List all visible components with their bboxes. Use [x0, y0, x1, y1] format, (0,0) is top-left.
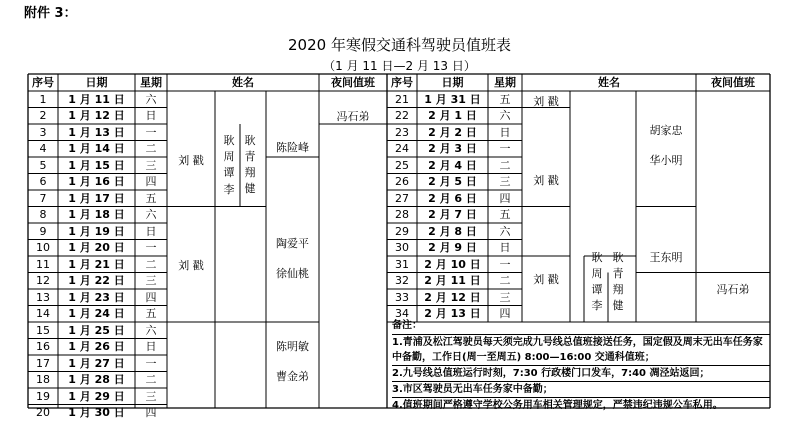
- left-weekday-cell: 四: [145, 290, 157, 304]
- attachment-label: 附件 3：: [24, 6, 77, 21]
- notes-title: 备注：: [392, 320, 422, 331]
- right-seq-cell: 33: [395, 290, 409, 304]
- left-date-cell: 1 月 26 日: [68, 340, 125, 353]
- left-weekday-cell: 一: [145, 125, 157, 139]
- left-seq-cell: 4: [39, 142, 47, 155]
- left-seq-cell: 5: [39, 158, 47, 172]
- left-date-cell: 1 月 27 日: [68, 356, 125, 370]
- header-date-right: 日期: [441, 76, 464, 89]
- left-seq-cell: 18: [36, 373, 50, 386]
- header-night-right: 夜间值班: [711, 76, 755, 89]
- left-seq-cell: 8: [39, 208, 47, 221]
- left-seq-cell: 7: [39, 191, 47, 205]
- left-seq-cell: 11: [36, 257, 50, 271]
- left-seq-cell: 16: [36, 340, 50, 353]
- note-item-1: 1.青浦及松江驾驶员每天须完成九号线总值班接送任务，国定假及周末无出车任务家中备勤，工作日(周一至周五) 8:00—16:00 交通科值班；: [392, 334, 770, 365]
- left-weekday-cell: 二: [145, 373, 157, 386]
- right-weekday-cell: 五: [499, 92, 511, 106]
- right-date-cell: 2 月 10 日: [424, 257, 481, 271]
- right-weekday-cell: 三: [499, 175, 511, 188]
- header-weekday-left: 星期: [140, 76, 162, 89]
- name-xu-xiantao: 徐仙桃: [276, 267, 309, 280]
- left-date-cell: 1 月 12 日: [68, 109, 125, 122]
- left-seq-cell: 6: [39, 175, 47, 188]
- right-weekday-cell: 三: [499, 290, 511, 304]
- right-weekday-cell: 一: [499, 142, 511, 155]
- left-weekday-cell: 四: [145, 175, 157, 188]
- left-weekday-cell: 六: [145, 208, 157, 221]
- left-weekday-cell: 三: [145, 389, 157, 403]
- right-weekday-cell: 四: [499, 307, 511, 320]
- right-seq-cell: 21: [395, 92, 409, 106]
- left-date-cell: 1 月 17 日: [68, 191, 125, 205]
- header-weekday-right: 星期: [494, 76, 516, 89]
- name-geng-zhou-tan: 耿 周 谭: [223, 134, 235, 179]
- right-seq-cell: 26: [395, 175, 409, 188]
- left-weekday-cell: 六: [145, 323, 157, 337]
- note-item-3: 3.市区驾驶员无出车任务家中备勤；: [392, 381, 770, 397]
- left-seq-cell: 20: [36, 406, 50, 419]
- left-date-cell: 1 月 25 日: [68, 323, 125, 337]
- right-seq-cell: 31: [395, 257, 409, 271]
- right-date-cell: 2 月 5 日: [428, 175, 477, 188]
- right-date-cell: 2 月 6 日: [428, 191, 477, 205]
- right-weekday-cell: 二: [499, 274, 511, 287]
- left-weekday-cell: 二: [145, 142, 157, 155]
- name-hu-jiazhong: 胡家忠: [649, 124, 683, 137]
- left-date-cell: 1 月 23 日: [68, 290, 125, 304]
- left-weekday-cell: 日: [145, 340, 157, 353]
- right-weekday-cell: 六: [499, 109, 511, 122]
- page-title: 2020 年寒假交通科驾驶员值班表: [288, 36, 511, 54]
- left-date-cell: 1 月 30 日: [68, 406, 125, 419]
- left-seq-cell: 14: [36, 307, 50, 320]
- right-date-cell: 2 月 2 日: [428, 125, 477, 139]
- left-date-cell: 1 月 13 日: [68, 125, 125, 139]
- right-date-cell: 2 月 8 日: [428, 224, 477, 238]
- right-weekday-cell: 日: [499, 125, 511, 139]
- left-seq-cell: 2: [39, 109, 47, 122]
- name-chen-mingmin: 陈明敏: [276, 340, 309, 353]
- name-liu-zhan-1: 刘 戳: [178, 154, 204, 167]
- left-seq-cell: 1: [39, 92, 47, 106]
- right-date-cell: 2 月 1 日: [428, 109, 477, 122]
- left-weekday-cell: 三: [145, 158, 157, 172]
- header-date-left: 日期: [85, 76, 108, 89]
- left-date-cell: 1 月 20 日: [68, 241, 125, 254]
- right-weekday-cell: 六: [499, 224, 511, 238]
- left-date-cell: 1 月 28 日: [68, 373, 125, 386]
- left-date-cell: 1 月 22 日: [68, 274, 125, 287]
- left-seq-cell: 13: [36, 290, 50, 304]
- right-date-cell: 2 月 9 日: [428, 241, 477, 254]
- right-date-cell: 2 月 11 日: [424, 274, 481, 287]
- right-seq-cell: 32: [395, 274, 409, 287]
- left-seq-cell: 15: [36, 323, 50, 337]
- left-weekday-cell: 二: [145, 257, 157, 271]
- left-date-cell: 1 月 19 日: [68, 224, 125, 238]
- night-feng-shidi-right: 冯石弟: [716, 283, 750, 296]
- right-seq-cell: 22: [395, 109, 409, 122]
- right-seq-cell: 30: [395, 241, 409, 254]
- right-weekday-cell: 日: [499, 241, 511, 254]
- left-date-cell: 1 月 21 日: [68, 257, 125, 271]
- left-weekday-cell: 五: [145, 307, 157, 320]
- note-item-2: 2.九号线总值班运行时刻，7:30 行政楼门口发车，7:40 凋泾站返回；: [392, 365, 770, 381]
- right-date-cell: 2 月 7 日: [428, 208, 477, 221]
- left-weekday-cell: 日: [145, 224, 157, 238]
- left-weekday-cell: 五: [145, 191, 157, 205]
- name-liu-zhan-2: 刘 戳: [178, 259, 204, 272]
- header-seq-left: 序号: [32, 76, 54, 89]
- left-date-cell: 1 月 16 日: [68, 175, 125, 188]
- left-date-cell: 1 月 29 日: [68, 389, 125, 403]
- left-weekday-cell: 日: [145, 109, 157, 122]
- right-date-cell: 2 月 4 日: [428, 158, 477, 172]
- right-seq-cell: 23: [395, 125, 409, 139]
- left-seq-cell: 12: [36, 274, 50, 287]
- header-night-left: 夜间值班: [331, 76, 375, 89]
- header-name-right: 姓名: [598, 76, 620, 89]
- left-weekday-cell: 六: [145, 92, 157, 106]
- right-date-cell: 1 月 31 日: [424, 92, 481, 106]
- left-date-cell: 1 月 18 日: [68, 208, 125, 221]
- left-date-cell: 1 月 14 日: [68, 142, 125, 155]
- right-seq-cell: 25: [395, 158, 409, 172]
- left-seq-cell: 19: [36, 389, 50, 403]
- header-seq-right: 序号: [391, 76, 413, 89]
- right-seq-cell: 24: [395, 142, 409, 155]
- left-seq-cell: 9: [39, 224, 47, 238]
- left-date-cell: 1 月 24 日: [68, 307, 125, 320]
- night-feng-shidi: 冯石弟: [336, 110, 370, 123]
- right-date-cell: 2 月 13 日: [424, 307, 481, 320]
- name-liu-zhan-4: 刘 戳: [533, 174, 559, 187]
- left-weekday-cell: 一: [145, 241, 157, 254]
- right-seq-cell: 27: [395, 191, 409, 205]
- notes-block: [392, 318, 770, 413]
- header-name-left: 姓名: [232, 76, 254, 89]
- name-geng-qing-xiang-jian: 耿 青 翔 健: [244, 134, 256, 195]
- name-geng-zhou-tan-right: 耿 周 谭: [591, 251, 603, 296]
- name-liu-zhan-3: 刘 戳: [533, 95, 559, 108]
- left-date-cell: 1 月 11 日: [68, 92, 125, 106]
- right-date-cell: 2 月 12 日: [424, 290, 481, 304]
- left-weekday-cell: 四: [145, 406, 157, 419]
- name-li: 李: [223, 183, 235, 196]
- name-chen-xianfeng: 陈险峰: [276, 141, 309, 154]
- right-seq-cell: 34: [395, 307, 409, 320]
- right-weekday-cell: 二: [499, 158, 511, 172]
- right-seq-cell: 29: [395, 224, 409, 238]
- right-weekday-cell: 一: [499, 257, 511, 271]
- left-seq-cell: 10: [36, 241, 50, 254]
- name-wang-dongming: 王东明: [649, 251, 683, 264]
- left-weekday-cell: 三: [145, 274, 157, 287]
- right-weekday-cell: 四: [499, 191, 511, 205]
- page-subtitle: （1 月 11 日—2 月 13 日）: [323, 59, 476, 73]
- left-seq-cell: 17: [36, 356, 50, 370]
- name-geng-qing-xiang-jian-right: 耿 青 翔 健: [612, 251, 624, 312]
- note-item-4: 4.值班期间严格遵守学校公务用车相关管理规定，严禁违纪违规公车私用。: [392, 397, 770, 413]
- right-seq-cell: 28: [395, 208, 409, 221]
- left-date-cell: 1 月 15 日: [68, 158, 125, 172]
- name-tao-aiping: 陶爱平: [276, 237, 309, 250]
- left-weekday-cell: 一: [145, 356, 157, 370]
- right-weekday-cell: 五: [499, 208, 511, 221]
- name-liu-zhan-5: 刘 戳: [533, 273, 559, 286]
- right-date-cell: 2 月 3 日: [428, 142, 477, 155]
- name-li-right: 李: [591, 299, 603, 312]
- name-hua-xiaoming: 华小明: [649, 154, 683, 167]
- left-seq-cell: 3: [39, 125, 47, 139]
- name-cao-jindi: 曹金弟: [276, 370, 309, 383]
